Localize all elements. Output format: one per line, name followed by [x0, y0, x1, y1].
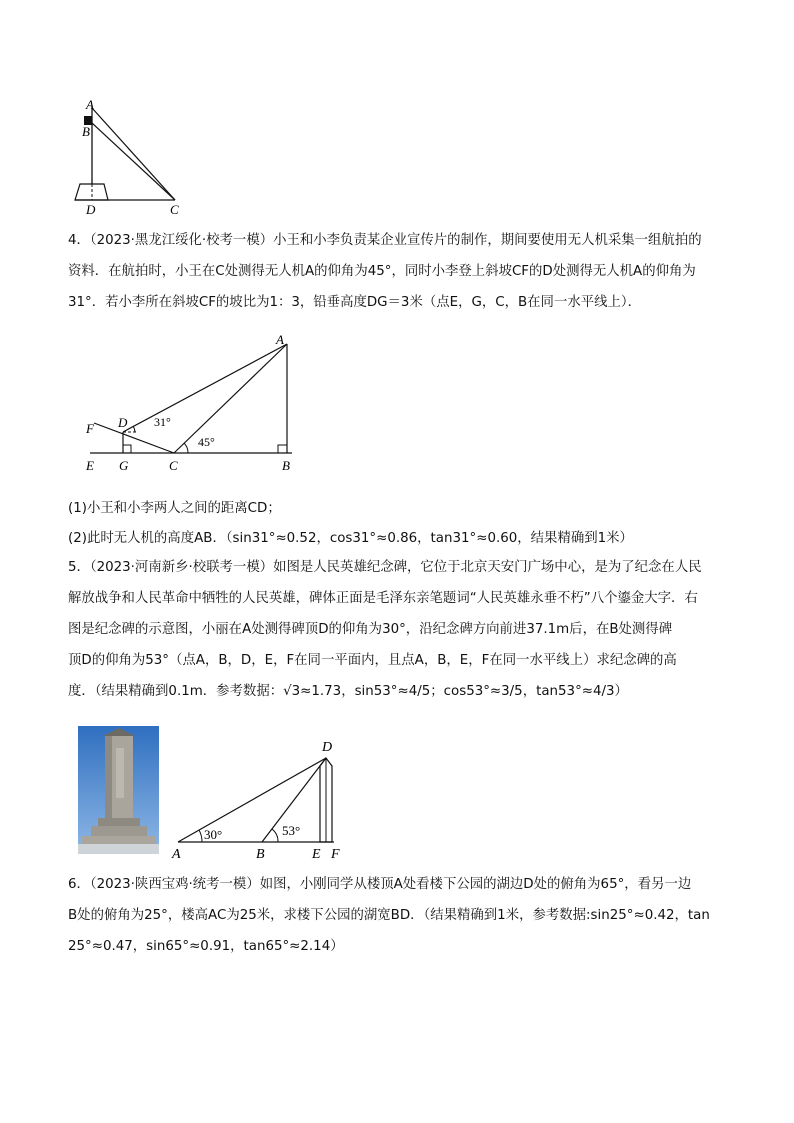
q6-line-3: 25°≈0.47，sin65°≈0.91，tan65°≈2.14）: [68, 939, 344, 954]
monument-photo: [78, 726, 159, 854]
arc-53: [272, 829, 278, 842]
q5-line-1: 5．（2023·河南新乡·校联考一模）如图是人民英雄纪念碑，它位于北京天安门广场中心，是为了纪念在人民: [68, 560, 702, 575]
angle-45: 45°: [198, 435, 215, 449]
q4-sub-question-1: (1)小王和小李两人之间的距离CD；: [68, 501, 281, 516]
label-C: C: [169, 458, 178, 473]
angle-30: 30°: [204, 827, 223, 842]
q4-line-1: 4．（2023·黑龙江绥化·校考一模）小王和小李负责某企业宣传片的制作，期间要使用无人机采集一组航拍的: [68, 233, 702, 248]
label-D: D: [86, 202, 96, 217]
label-B: B: [82, 124, 90, 139]
label-F: F: [331, 847, 340, 862]
label-A: A: [276, 332, 284, 347]
q4-sub-question-2: (2)此时无人机的高度AB．（sin31°≈0.52，cos31°≈0.86，tan31°≈0.60，结果精确到1米）: [68, 531, 633, 546]
label-A: A: [172, 847, 181, 862]
label-E: E: [312, 847, 321, 862]
q5-line-4: 顶D的仰角为53°（点A，B，D，E，F在同一平面内，且点A，B，E，F在同一水平线上）求纪念碑的高: [68, 653, 677, 668]
q6-line-1: 6．（2023·陕西宝鸡·统考一模）如图，小刚同学从楼顶A处看楼下公园的湖边D处的俯角为65°，看另一边: [68, 877, 692, 892]
label-D: D: [322, 740, 333, 755]
line-B-C: [92, 123, 175, 200]
label-G: G: [119, 458, 129, 473]
figure-monument: [168, 736, 358, 864]
right-angle-G: [123, 445, 131, 453]
sight-D-A: [123, 344, 287, 432]
label-B: B: [256, 847, 265, 862]
label-E: E: [86, 458, 94, 473]
sight-A-D: [178, 758, 326, 842]
question-5-text: [68, 552, 728, 707]
figure-drone: [82, 330, 297, 475]
q4-line-2: 资料．在航拍时，小王在C处测得无人机A的仰角为45°，同时小李登上斜坡CF的D处测得无人机A的仰角为: [68, 264, 696, 279]
arc-30: [199, 830, 202, 842]
question-4-text: [68, 225, 728, 318]
right-angle-B: [278, 445, 287, 453]
q6-line-2: B处的俯角为25°，楼高AC为25米，求楼下公园的湖宽BD．（结果精确到1米，参考数据:sin25°≈0.42，tan: [68, 908, 710, 923]
sight-C-A: [174, 344, 287, 453]
monument-illustration: [78, 726, 159, 854]
q5-line-2: 解放战争和人民革命中牺牲的人民英雄，碑体正面是毛泽东亲笔题词“人民英雄永垂不朽”八个鎏金大字．右: [68, 591, 698, 606]
label-B: B: [282, 458, 290, 473]
angle-53: 53°: [282, 823, 301, 838]
label-C: C: [170, 202, 179, 217]
angle-31: 31°: [154, 415, 171, 429]
label-D: D: [118, 415, 128, 430]
arc-31: [133, 426, 135, 432]
label-F: F: [86, 421, 94, 436]
q5-line-3: 图是纪念碑的示意图，小丽在A处测得碑顶D的仰角为30°，沿纪念碑方向前进37.1m后，在B处测得碑: [68, 622, 673, 637]
label-A: A: [86, 97, 94, 112]
arc-45: [184, 443, 188, 453]
figure-flagpole: [70, 96, 190, 221]
q4-line-3: 31°．若小李所在斜坡CF的坡比为1：3，铅垂高度DG＝3米（点E，G，C，B在同一水平线上）．: [68, 295, 641, 310]
question-6-text: [68, 869, 728, 962]
q5-line-5: 度．（结果精确到0.1m．参考数据：√3≈1.73，sin53°≈4/5；cos53°≈3/5，tan53°≈4/3）: [68, 684, 628, 699]
